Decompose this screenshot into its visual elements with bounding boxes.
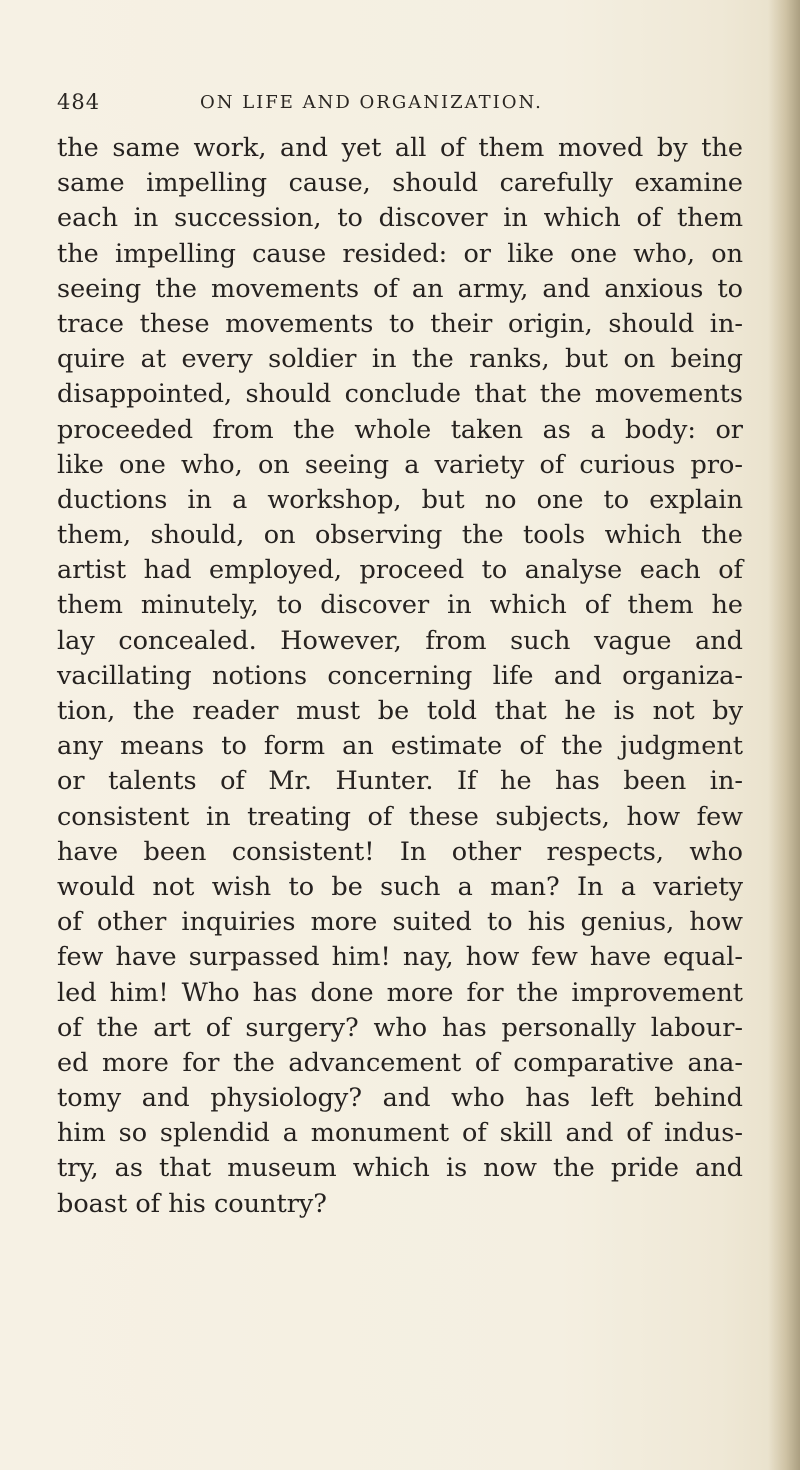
text-line: them, should, on observing the tools which the bbox=[57, 520, 743, 551]
text-line: proceeded from the whole taken as a body: or bbox=[57, 414, 743, 445]
page-header bbox=[57, 90, 737, 120]
text-line: him so splendid a monument of skill and of indus- bbox=[57, 1118, 743, 1149]
text-line: like one who, on seeing a variety of curious pro- bbox=[57, 449, 743, 480]
text-line: boast of his country? bbox=[57, 1188, 327, 1219]
text-line: try, as that museum which is now the pride and bbox=[57, 1153, 743, 1184]
text-line: disappointed, should conclude that the movements bbox=[57, 379, 743, 410]
text-line: led him! Who has done more for the improvement bbox=[57, 977, 743, 1008]
text-line: of the art of surgery? who has personally labour- bbox=[57, 1012, 743, 1043]
page-number: 484 bbox=[57, 90, 101, 114]
text-line: of other inquiries more suited to his genius, how bbox=[57, 907, 743, 938]
text-line: few have surpassed him! nay, how few have equal- bbox=[57, 942, 743, 973]
text-line: seeing the movements of an army, and anxious to bbox=[57, 273, 743, 304]
text-line: ed more for the advancement of comparative ana- bbox=[57, 1047, 743, 1078]
text-line: tion, the reader must be told that he is not by bbox=[57, 696, 743, 726]
text-line: or talents of Mr. Hunter. If he has been in- bbox=[57, 766, 743, 797]
page-edge-shadow bbox=[768, 0, 800, 1470]
text-line: artist had employed, proceed to analyse each of bbox=[57, 555, 743, 586]
text-line: the same work, and yet all of them moved by the bbox=[57, 133, 743, 163]
text-line: ductions in a workshop, but no one to explain bbox=[57, 484, 743, 515]
text-line: quire at every soldier in the ranks, but on being bbox=[57, 344, 743, 375]
text-line: the impelling cause resided: or like one who, on bbox=[57, 238, 743, 269]
text-line: consistent in treating of these subjects, how few bbox=[57, 801, 743, 832]
text-line: any means to form an estimate of the judgment bbox=[57, 731, 743, 762]
text-line: them minutely, to discover in which of them he bbox=[57, 590, 743, 621]
text-line: trace these movements to their origin, should in- bbox=[57, 308, 743, 339]
running-head: ON LIFE AND ORGANIZATION. bbox=[200, 92, 543, 113]
text-line: have been consistent! In other respects, who bbox=[57, 836, 743, 867]
text-line: same impelling cause, should carefully examine bbox=[57, 168, 743, 199]
text-line: vacillating notions concerning life and organiza- bbox=[57, 660, 743, 691]
text-line: tomy and physiology? and who has left behind bbox=[57, 1083, 743, 1114]
body-text bbox=[57, 131, 757, 1222]
text-line: lay concealed. However, from such vague and bbox=[57, 625, 743, 656]
text-line: each in succession, to discover in which of them bbox=[57, 203, 743, 234]
text-line: would not wish to be such a man? In a variety bbox=[57, 871, 743, 902]
